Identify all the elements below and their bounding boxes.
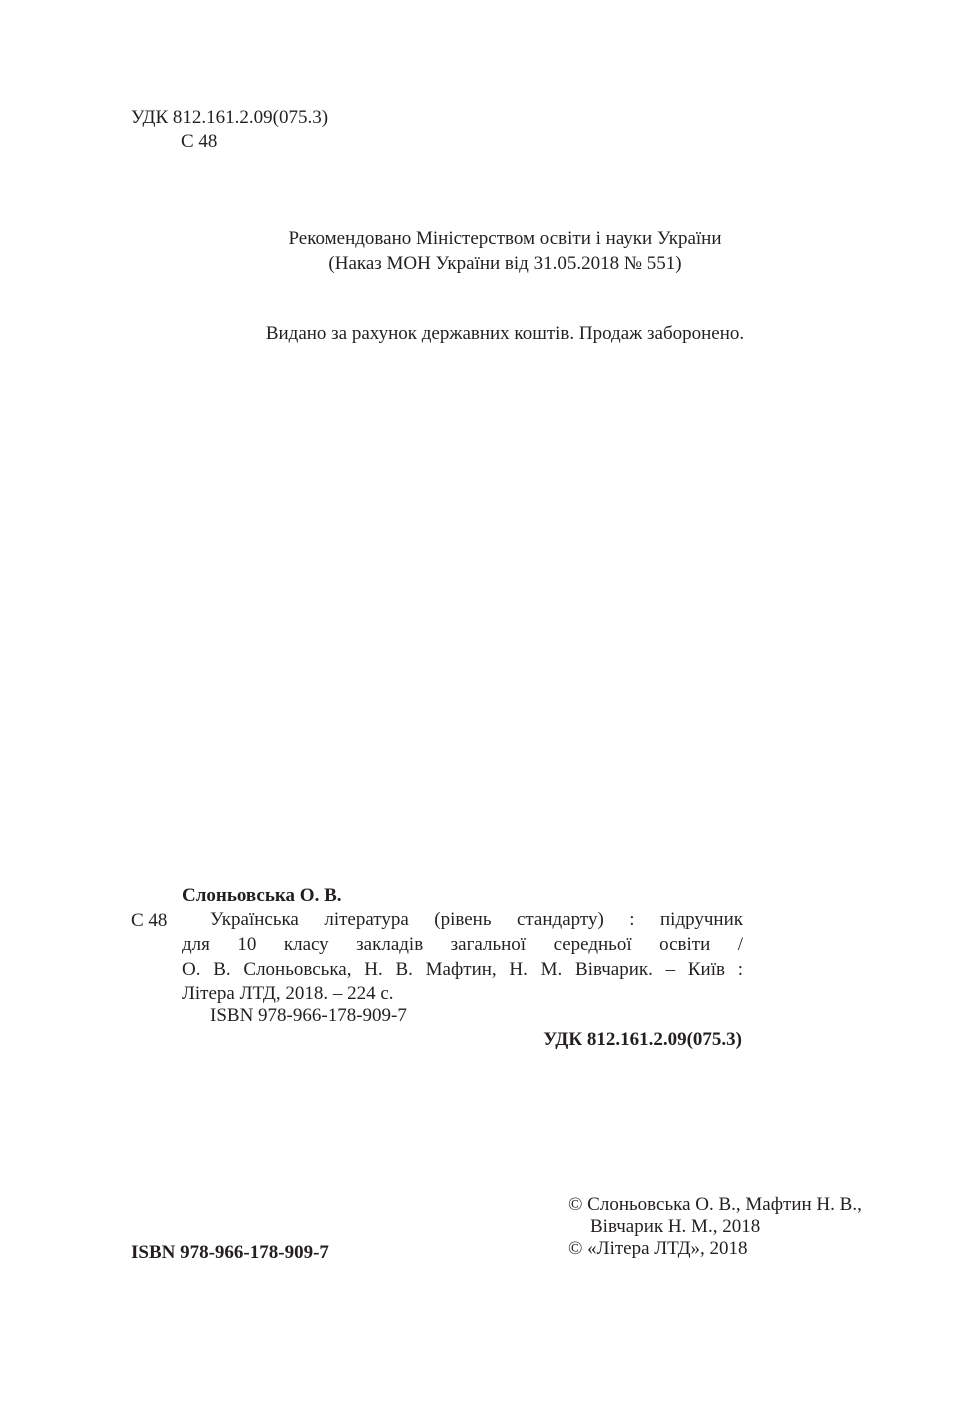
bibliography-line-1: Українська література (рівень стандарту) : підручник — [210, 909, 743, 930]
recommendation-line-1: Рекомендовано Міністерством освіти і науки України — [288, 228, 722, 249]
footer-isbn: ISBN 978-966-178-909-7 — [131, 1242, 329, 1263]
copyright-line-1: © Слоньовська О. В., Мафтин Н. В., — [568, 1194, 862, 1215]
udc-top-index: С 48 — [181, 131, 218, 152]
copyright-line-3: © «Літера ЛТД», 2018 — [568, 1238, 748, 1259]
bibliography-index: С 48 — [131, 910, 168, 931]
bibliography-line-2: для 10 класу закладів загальної середньої освіти / — [182, 934, 743, 955]
bibliography-udc: УДК 812.161.2.09(075.3) — [543, 1029, 742, 1050]
recommendation-line-2: (Наказ МОН України від 31.05.2018 № 551) — [328, 253, 682, 274]
udc-top-code: УДК 812.161.2.09(075.3) — [131, 107, 329, 128]
copyright-line-2: Вівчарик Н. М., 2018 — [590, 1216, 761, 1237]
bibliography-line-4: Літера ЛТД, 2018. – 224 с. — [182, 983, 394, 1004]
bibliography-line-3: О. В. Слоньовська, Н. В. Мафтин, Н. М. Вівчарик. – Київ : — [182, 959, 743, 980]
distribution-notice: Видано за рахунок державних коштів. Продаж заборонено. — [265, 323, 745, 344]
bibliography-isbn: ISBN 978-966-178-909-7 — [210, 1005, 407, 1026]
bibliography-author: Слоньовська О. В. — [182, 885, 342, 906]
